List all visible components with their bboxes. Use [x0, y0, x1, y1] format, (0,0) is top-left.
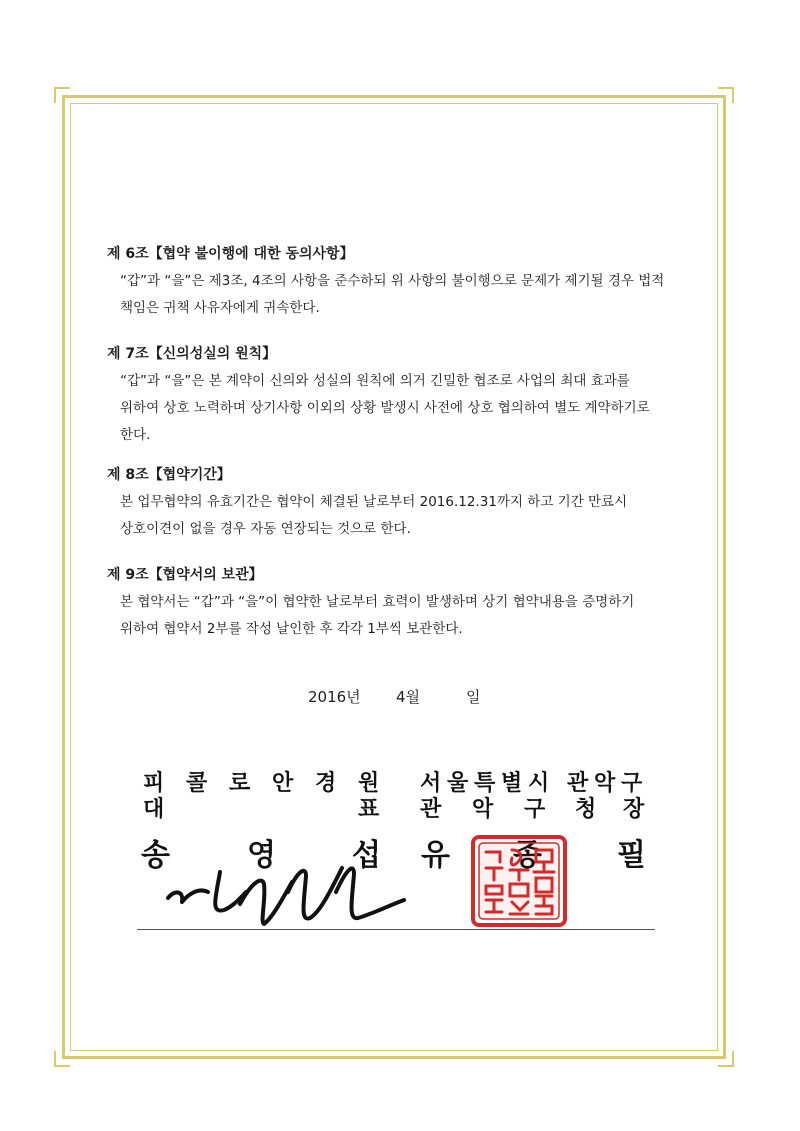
date-month: 4월	[396, 688, 421, 706]
article-7	[107, 344, 707, 449]
role-char: 관	[420, 797, 442, 822]
article-line: “갑”과 “을”은 본 계약이 신의와 성실의 원칙에 의거 긴밀한 협조로 사업의 최대 효과를	[120, 373, 630, 389]
article-line: “갑”과 “을”은 제3조, 4조의 사항을 준수하되 위 사항의 불이행으로 문제가 제기될 경우 법적	[120, 273, 665, 289]
article-line: 상호이견이 없을 경우 자동 연장되는 것으로 한다.	[120, 521, 411, 537]
date-day: 일	[466, 688, 481, 706]
contract-date	[308, 686, 508, 708]
role-char: 대	[143, 797, 165, 822]
article-body	[120, 368, 707, 449]
role-char: 악	[472, 797, 494, 822]
role-char: 표	[358, 797, 380, 822]
org-char: 특	[474, 771, 496, 796]
article-line: 한다.	[120, 427, 151, 443]
article-9	[107, 565, 707, 643]
official-seal	[470, 834, 568, 928]
article-line: 본 업무협약의 유효기간은 협약이 체결된 날로부터 2016.12.31까지 하고 기간 만료시	[120, 494, 628, 510]
article-line: 본 협약서는 “갑”과 “을”이 협약한 날로부터 효력이 발생하며 상기 협약내용을 증명하기	[120, 594, 635, 610]
party-right-role	[0, 792, 800, 822]
article-body	[120, 268, 707, 322]
article-title: 제 9조【협약서의 보관】	[107, 567, 263, 583]
name-char: 필	[617, 838, 646, 873]
org-char: 악	[594, 771, 616, 796]
signature-underline	[137, 929, 655, 930]
frame-corner	[718, 1051, 734, 1067]
name-char: 송	[141, 838, 170, 873]
frame-corner	[718, 87, 734, 103]
article-line: 위하여 협약서 2부를 작성 날인한 후 각각 1부씩 보관한다.	[120, 621, 463, 637]
article-6	[107, 244, 707, 322]
org-char: 서	[420, 771, 442, 796]
frame-corner	[54, 87, 70, 103]
article-title: 제 7조【신의성실의 원칙】	[107, 346, 277, 362]
article-body	[120, 489, 707, 543]
article-line: 위하여 상호 노력하며 상기사항 이외의 상황 발생시 사전에 상호 협의하여 별도 계약하기로	[120, 400, 650, 416]
org-char: 경	[315, 771, 337, 796]
name-char: 유	[421, 838, 450, 873]
org-char: 별	[501, 771, 523, 796]
handwritten-signature	[160, 852, 410, 932]
org-char: 콜	[186, 771, 208, 796]
role-char: 장	[623, 797, 645, 822]
article-8	[107, 465, 707, 543]
role-char: 구	[524, 797, 546, 822]
org-char: 안	[272, 771, 294, 796]
name-char: 섭	[352, 838, 381, 873]
name-char: 영	[247, 838, 276, 873]
org-char: 원	[358, 771, 380, 796]
org-char: 피	[143, 771, 165, 796]
article-title: 제 6조【협약 불이행에 대한 동의사항】	[107, 246, 354, 262]
date-year: 2016년	[308, 688, 361, 706]
article-body	[120, 589, 707, 643]
frame-corner	[54, 1051, 70, 1067]
org-char: 로	[229, 771, 251, 796]
org-char: 관	[567, 771, 589, 796]
org-char: 시	[528, 771, 550, 796]
org-char: 구	[621, 771, 643, 796]
article-line: 책임은 귀책 사유자에게 귀속한다.	[120, 300, 320, 316]
role-char: 청	[575, 797, 597, 822]
org-char: 울	[447, 771, 469, 796]
article-title: 제 8조【협약기간】	[107, 467, 231, 483]
